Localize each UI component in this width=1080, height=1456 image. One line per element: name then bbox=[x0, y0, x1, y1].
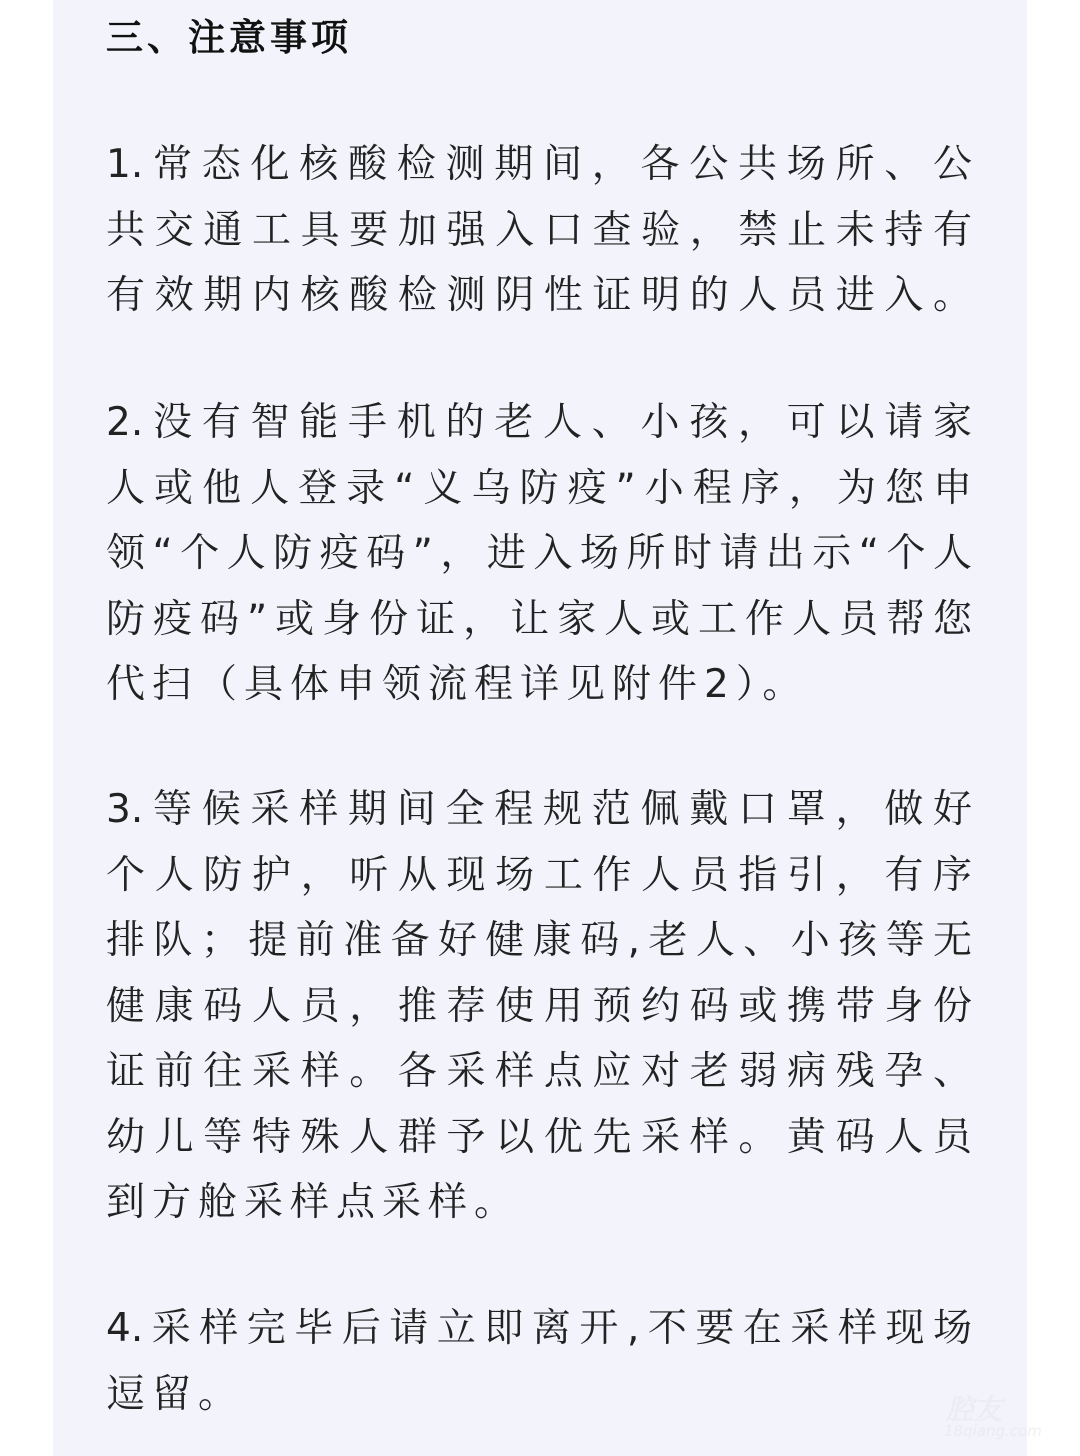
section-heading: 三、注意事项 bbox=[106, 16, 352, 59]
notice-line: 防疫码”或身份证，让家人或工作人员帮您 bbox=[106, 596, 972, 642]
notice-line: 到方舱采样点采样。 bbox=[106, 1180, 521, 1225]
notice-line: 人或他人登录“义乌防疫”小程序，为您申 bbox=[106, 465, 972, 511]
notice-line: 4.采样完毕后请立即离开,不要在采样现场 bbox=[106, 1306, 972, 1351]
notice-item-3 bbox=[106, 777, 972, 1236]
notice-line: 共交通工具要加强入口查验，禁止未持有 bbox=[106, 207, 972, 253]
watermark-url-text: 18qiang.com bbox=[944, 1422, 1042, 1440]
notice-line: 3.等候采样期间全程规范佩戴口罩，做好 bbox=[106, 787, 972, 832]
notice-line: 代扫（具体申领流程详见附件2）。 bbox=[106, 662, 809, 707]
notice-item-1 bbox=[106, 132, 972, 329]
watermark-logo-text: 腔友 bbox=[946, 1393, 1003, 1426]
notice-line: 1.常态化核酸检测期间，各公共场所、公 bbox=[106, 142, 972, 187]
notice-item-2 bbox=[106, 390, 972, 718]
notice-line: 幼儿等特殊人群予以优先采样。黄码人员 bbox=[106, 1114, 972, 1160]
notice-line: 个人防护，听从现场工作人员指引，有序 bbox=[106, 852, 972, 898]
notice-line: 领“个人防疫码”，进入场所时请出示“个人 bbox=[106, 531, 972, 576]
notice-line: 逗留。 bbox=[106, 1371, 245, 1417]
notice-item-4 bbox=[106, 1296, 972, 1427]
site-watermark bbox=[940, 1388, 1042, 1448]
notice-line: 健康码人员，推荐使用预约码或携带身份 bbox=[106, 983, 972, 1029]
notice-line: 有效期内核酸检测阴性证明的人员进入。 bbox=[106, 273, 972, 318]
notice-line: 排队；提前准备好健康码,老人、小孩等无 bbox=[106, 918, 972, 963]
notice-line: 证前往采样。各采样点应对老弱病残孕、 bbox=[106, 1049, 972, 1094]
notice-line: 2.没有智能手机的老人、小孩，可以请家 bbox=[106, 400, 972, 445]
